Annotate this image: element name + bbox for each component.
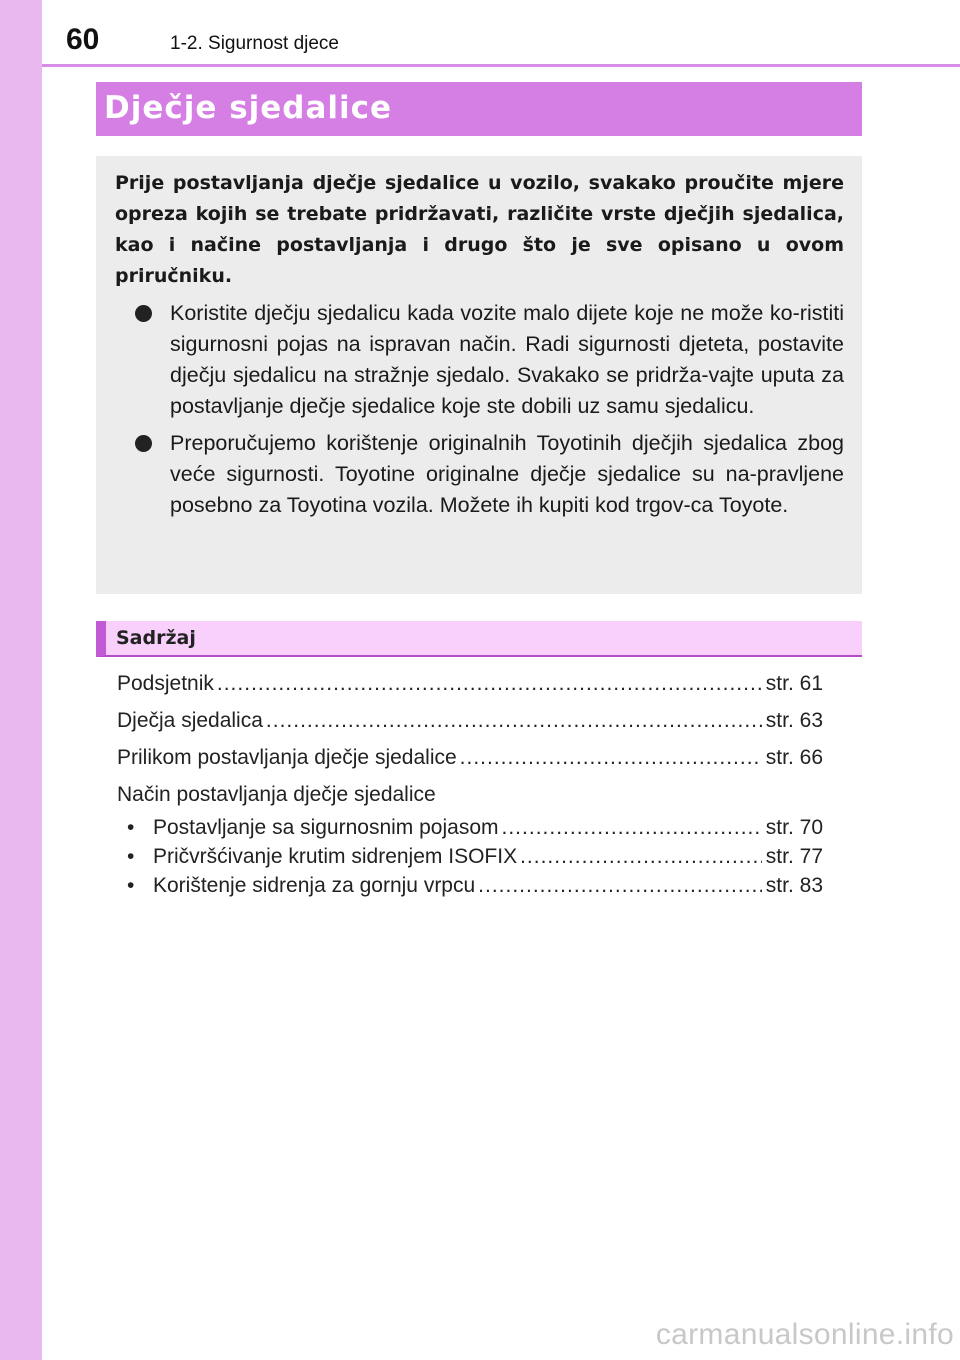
toc-group-label: Način postavljanja dječje sjedalice (117, 783, 436, 806)
toc-leader-dots (520, 842, 762, 871)
toc-entry[interactable] (117, 744, 823, 772)
contents-heading-bar (96, 621, 862, 657)
intro-bullet-text: Preporučujemo korištenje originalnih Toyotinih dječjih sjedalica zbog veće sigurnosti. Toyotine originalne dječje sjedalice su na-pravljene posebno za Toyotina vozila. Možete ih kupiti kod trgov-ca Toyote. (170, 431, 844, 517)
toc-entry-label: Postavljanje sa sigurnosnim pojasom (153, 816, 499, 839)
toc-sub-entry[interactable] (117, 871, 823, 900)
page-title: Dječje sjedalice (104, 90, 393, 126)
toc-entry-label: Podsjetnik (117, 672, 214, 695)
toc-entry-page: str. 61 (765, 672, 823, 695)
section-title: 1-2. Sigurnost djece (170, 33, 339, 54)
toc-bullet: • (127, 816, 135, 839)
bullet-dot-icon (115, 428, 170, 521)
toc-entry-label: Pričvršćivanje krutim sidrenjem ISOFIX (153, 845, 518, 868)
header-divider (42, 64, 960, 67)
chapter-side-strip (0, 0, 42, 1360)
toc-leader-dots (460, 744, 762, 772)
table-of-contents (117, 670, 823, 900)
toc-sub-entry[interactable] (117, 842, 823, 871)
toc-entry-label: Prilikom postavljanja dječje sjedalice (117, 746, 457, 769)
toc-leader-dots (266, 707, 762, 735)
toc-entry-page: str. 83 (765, 874, 823, 897)
toc-entry-page: str. 70 (765, 816, 823, 839)
intro-bullet (115, 428, 844, 521)
bullet-dot-icon (115, 298, 170, 422)
toc-leader-dots (478, 871, 762, 900)
watermark: carmanualsonline.info (655, 1318, 954, 1351)
toc-entry-page: str. 66 (765, 746, 823, 769)
toc-sub-entry[interactable] (117, 813, 823, 842)
contents-heading: Sadržaj (116, 627, 196, 649)
toc-entry[interactable] (117, 707, 823, 735)
toc-bullet: • (127, 874, 135, 897)
toc-leader-dots (502, 813, 762, 842)
intro-bullet-text: Koristite dječju sjedalicu kada vozite malo dijete koje ne može ko-ristiti sigurnosni pojas na ispravan način. Radi sigurnosti djeteta, postavite dječju sjedalicu na stražnje sjedalo. Svakako se pridrža-vajte uputa za postavljanje dječje sjedalice koje ste dobili uz samu sjedalicu. (170, 301, 844, 418)
toc-entry-page: str. 77 (765, 845, 823, 868)
page-number: 60 (66, 23, 100, 56)
toc-entry-page: str. 63 (765, 709, 823, 732)
toc-entry-label: Korištenje sidrenja za gornju vrpcu (153, 874, 476, 897)
toc-leader-dots (217, 670, 762, 698)
toc-entry[interactable] (117, 670, 823, 698)
intro-bullet (115, 298, 844, 422)
toc-entry-label: Dječja sjedalica (117, 709, 263, 732)
intro-box (96, 156, 862, 594)
intro-lead-text: Prije postavljanja dječje sjedalice u vozilo, svakako proučite mjere opreza kojih se trebate pridržavati, različite vrste dječjih sjedalica, kao i načine postavljanja i drugo što je sve opisano u ovom priručniku. (115, 172, 844, 287)
toc-bullet: • (127, 845, 135, 868)
